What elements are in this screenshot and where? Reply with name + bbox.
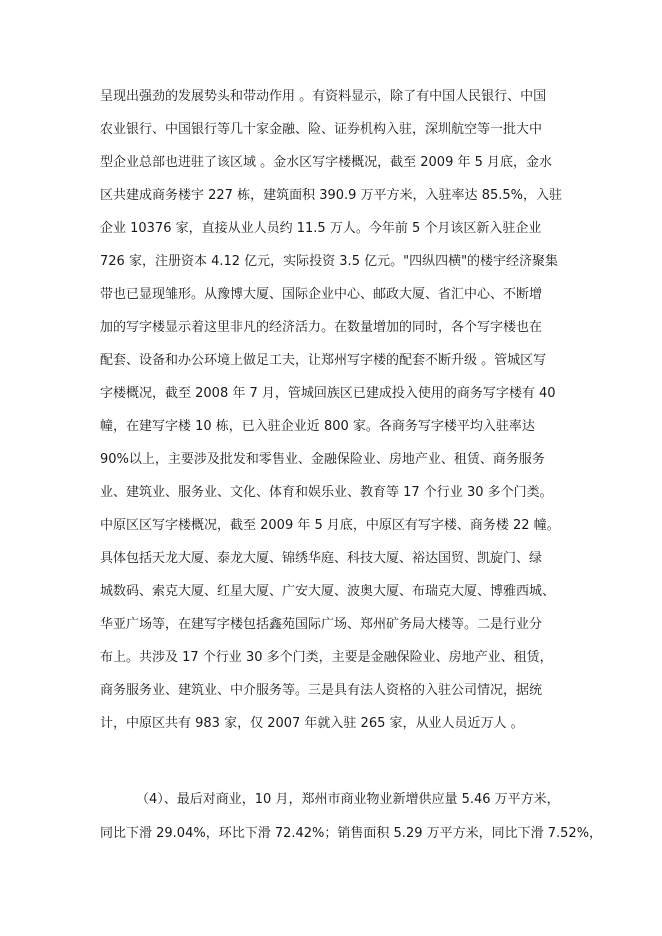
text-line: 计，中原区共有 983 家，仅 2007 年就入驻 265 家，从业人员近万人 。 [100, 716, 524, 731]
text-line: 同比下滑 29.04%，环比下滑 72.42%；销售面积 5.29 万平方米，同比下滑 7.52%， [100, 826, 603, 841]
text-line: 布上。共涉及 17 个行业 30 多个门类，主要是金融保险业、房地产业、租赁， [100, 650, 553, 665]
text-line: 区共建成商务楼宇 227 栋，建筑面积 390.9 万平方米，入驻率达 85.5%，入驻 [100, 188, 562, 203]
text-line: 字楼概况，截至 2008 年 7 月，管城回族区已建成投入使用的商务写字楼有 40 [100, 386, 556, 401]
text-line: 农业银行、中国银行等几十家金融、险、证券机构入驻，深圳航空等一批大中 [100, 122, 543, 137]
text-line: 商务服务业、建筑业、中介服务等。三是具有法人资格的入驻公司情况，据统 [100, 683, 543, 698]
text-line: 90%以上，主要涉及批发和零售业、金融保险业、房地产业、租赁、商务服务 [100, 452, 545, 467]
text-line: 726 家，注册资本 4.12 亿元，实际投资 3.5 亿元。"四纵四横"的楼宇经济聚集 [100, 254, 559, 269]
text-line: 华亚广场等，在建写字楼包括鑫苑国际广场、郑州矿务局大楼等。二是行业分 [100, 617, 543, 632]
text-line: 呈现出强劲的发展势头和带动作用 。有资料显示，除了有中国人民银行、中国 [100, 89, 547, 104]
text-line: 中原区区写字楼概况，截至 2009 年 5 月底，中原区有写字楼、商务楼 22 幢。 [100, 518, 560, 533]
text-line: 型企业总部也进驻了该区域 。金水区写字楼概况，截至 2009 年 5 月底，金水 [100, 155, 553, 170]
text-line: 带也已显现雏形。从豫博大厦、国际企业中心、邮政大厦、省汇中心、不断增 [100, 287, 543, 302]
text-line: 配套、设备和办公环境上做足工夫，让郑州写字楼的配套不断升级 。管城区写 [100, 353, 547, 368]
text-line: （4）、最后对商业，10 月，郑州市商业物业新增供应量 5.46 万平方米， [136, 792, 560, 807]
text-line: 幢，在建写字楼 10 栋，已入驻企业近 800 家。各商务写字楼平均入驻率达 [100, 419, 535, 434]
text-line: 具体包括天龙大厦、泰龙大厦、锦绣华庭、科技大厦、裕达国贸、凯旋门、绿 [100, 551, 543, 566]
text-line: 业、建筑业、服务业、文化、体育和娱乐业、教育等 17 个行业 30 多个门类。 [100, 485, 553, 500]
text-line: 加的写字楼显示着这里非凡的经济活力。在数量增加的同时，各个写字楼也在 [100, 320, 543, 335]
text-line: 城数码、索克大厦、红星大厦、广安大厦、波奥大厦、布瑞克大厦、博雅西城、 [100, 584, 556, 599]
text-line: 企业 10376 家，直接从业人员约 11.5 万人。今年前 5 个月该区新入驻企业 [100, 221, 542, 236]
